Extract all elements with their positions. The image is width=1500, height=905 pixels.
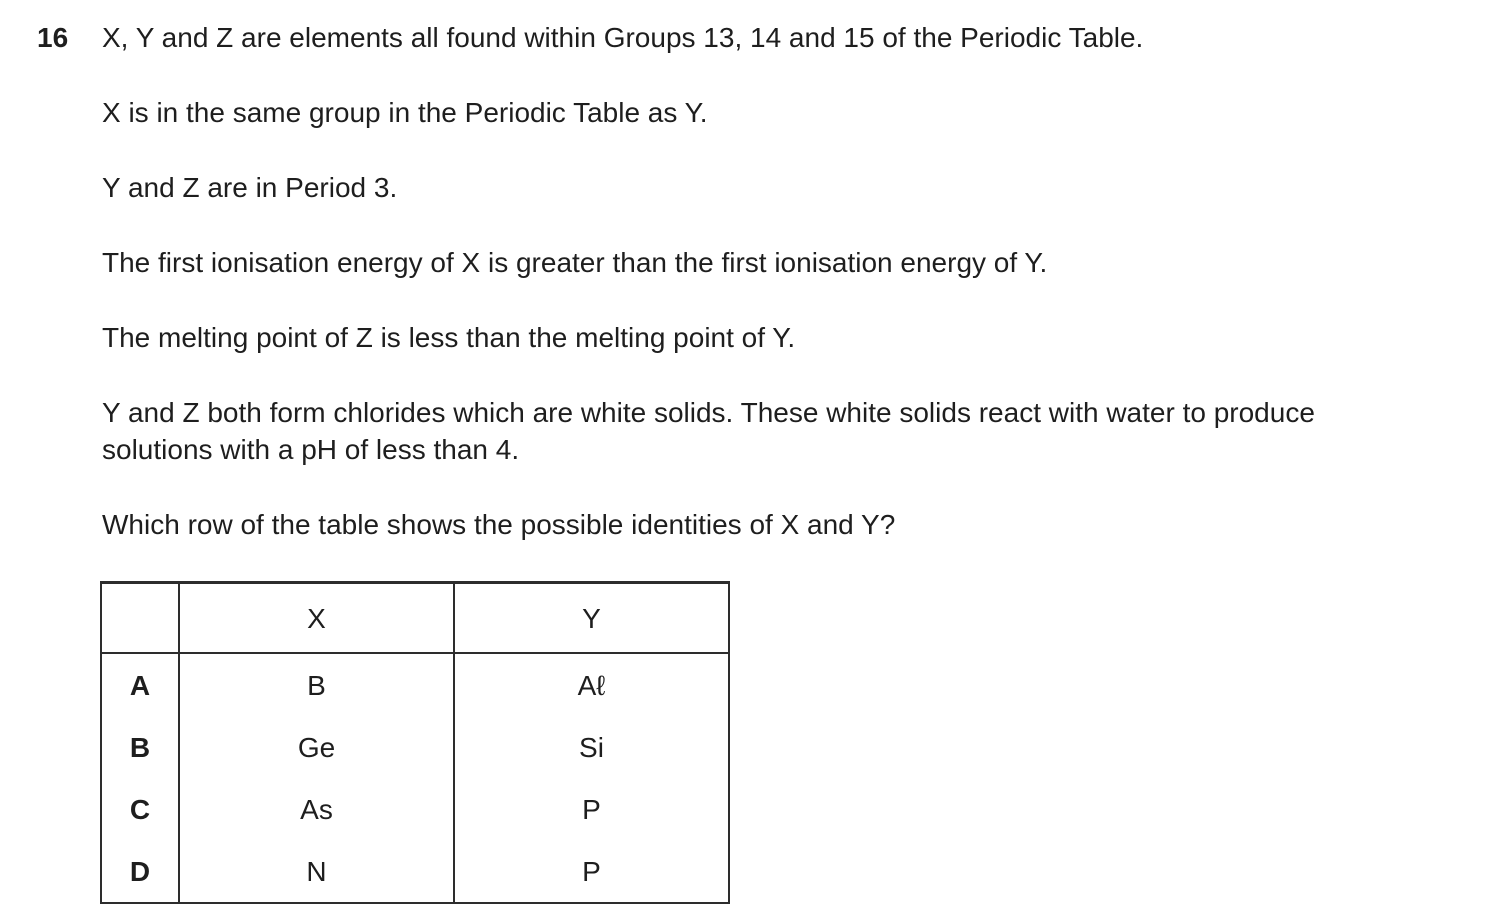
table-row-option-a (101, 653, 729, 716)
question-number: 16 (37, 22, 69, 53)
statement-paragraph: X is in the same group in the Periodic Table as Y. (102, 97, 708, 128)
option-letter: A (101, 653, 179, 716)
option-x-value: B (179, 653, 454, 716)
option-letter: D (101, 840, 179, 903)
table-header-y: Y (454, 583, 729, 654)
option-y-value: P (454, 778, 729, 840)
statement-paragraph: Y and Z both form chlorides which are white solids. These white solids react with water to produce solutions with a pH of less than 4. (102, 397, 1315, 465)
table-header-blank (101, 583, 179, 654)
table-header-row (101, 583, 729, 654)
table-row-option-d (101, 840, 729, 903)
option-x-value: N (179, 840, 454, 903)
option-y-value: Aℓ (454, 653, 729, 716)
option-y-value: P (454, 840, 729, 903)
question-intro-paragraph (37, 19, 1432, 56)
option-letter: B (101, 716, 179, 778)
option-x-value: Ge (179, 716, 454, 778)
question-prompt: Which row of the table shows the possible identities of X and Y? (102, 509, 896, 540)
statement-paragraph: Y and Z are in Period 3. (102, 172, 398, 203)
table-row-option-b (101, 716, 729, 778)
statement-paragraph: The melting point of Z is less than the melting point of Y. (102, 322, 796, 353)
option-x-value: As (179, 778, 454, 840)
option-y-value: Si (454, 716, 729, 778)
question-intro-text: X, Y and Z are elements all found within Groups 13, 14 and 15 of the Periodic Table. (102, 22, 1144, 53)
statement-paragraph: The first ionisation energy of X is greater than the first ionisation energy of Y. (102, 247, 1048, 278)
answer-options-table (100, 581, 730, 904)
table-header-x: X (179, 583, 454, 654)
option-letter: C (101, 778, 179, 840)
table-row-option-c (101, 778, 729, 840)
